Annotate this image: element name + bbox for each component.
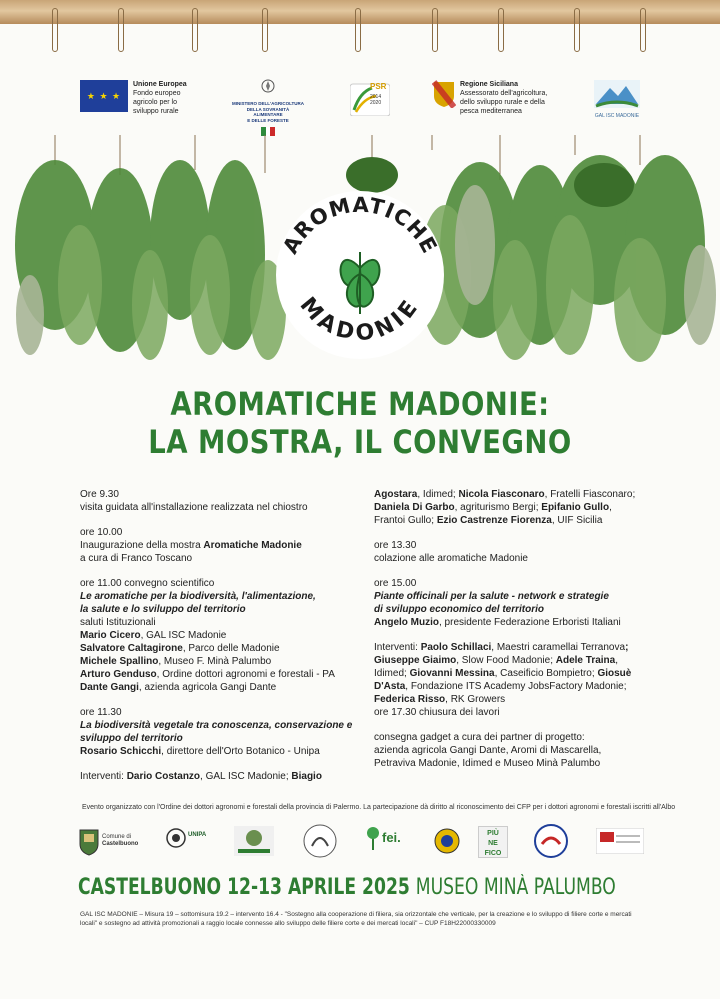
event-date-venue	[78, 875, 616, 900]
botanical-logo-icon	[234, 826, 274, 856]
interventions-line: Federica Risso, RK Growers	[374, 694, 506, 705]
speaker-line: Salvatore Caltagirone, Parco delle Madonie	[80, 643, 280, 654]
uif-logo-icon	[434, 828, 460, 854]
partner-logos	[78, 822, 648, 866]
gadget-line: azienda agricola Gangi Dante, Aromi di Mascarella,	[374, 745, 602, 756]
page-title-line-2: LA MOSTRA, IL CONVEGNO	[148, 423, 572, 461]
gadget-line: consegna gadget a cura dei partner di progetto:	[374, 732, 585, 743]
eu-flag-icon: ★ ★ ★	[80, 80, 128, 112]
time-1330-desc: colazione alle aromatiche Madonie	[374, 553, 528, 564]
topic-line: la salute e lo sviluppo del territorio	[80, 604, 246, 615]
interventions-line: Interventi: Paolo Schillaci, Maestri caramellai Terranova;	[374, 642, 629, 653]
italian-emblem-icon	[260, 78, 276, 96]
program-left-column	[80, 488, 370, 783]
time-1000-curator: a cura di Franco Toscano	[80, 553, 193, 564]
unipa-emblem-icon	[166, 828, 186, 848]
region-logo-text: Regione Siciliana Assessorato dell'agricoltura, dello sviluppo rurale e della pesca mediterranea	[460, 81, 548, 115]
time-930: Ore 9.30	[80, 489, 119, 500]
speaker-line: Mario Cicero, GAL ISC Madonie	[80, 630, 227, 641]
time-1500: ore 15.00	[374, 578, 417, 589]
speaker-line: Agostara, Idimed; Nicola Fiasconaro, Fratelli Fiasconaro;	[374, 489, 636, 500]
museum-logo-icon	[302, 824, 338, 858]
unipa-logo: UNIPA	[166, 828, 210, 858]
topic-line: sviluppo del territorio	[80, 733, 183, 744]
interventions-line: Giuseppe Giaimo, Slow Food Madonie; Adele Traina,	[374, 655, 618, 666]
topic-line: Le aromatiche per la biodiversità, l'alimentazione,	[80, 591, 316, 602]
piu-ne-fico-logo: PIÙ NE FICO	[478, 826, 508, 858]
interventions-line: D'Asta, Fondazione ITS Academy JobsFactory Madonie;	[374, 681, 627, 692]
speaker-line: Michele Spallino, Museo F. Minà Palumbo	[80, 656, 272, 667]
fei-plant-icon	[366, 826, 380, 850]
speaker-line: Angelo Muzio, presidente Federazione Erboristi Italiani	[374, 617, 621, 628]
eu-logo-text: Unione Europea Fondo europeo agricolo per lo sviluppo rurale	[133, 81, 187, 115]
speaker-line: Daniela Di Garbo, agriturismo Bergi; Epifanio Gullo,	[374, 502, 612, 513]
fei-logo: fei.	[366, 826, 412, 856]
speaker-line: Frantoi Gullo; Ezio Castrenze Fiorenza, UIF Sicilia	[374, 515, 603, 526]
time-1330: ore 13.30	[374, 540, 417, 551]
sicily-region-crest-icon	[432, 80, 456, 108]
time-1000: ore 10.00	[80, 527, 123, 538]
badge-top-word: AROMATICHE	[278, 192, 442, 258]
gadget-line: Petraviva Madonie, Idimed e Museo Minà Palumbo	[374, 758, 601, 769]
gal-logo: GAL ISC MADONIE	[594, 80, 640, 118]
mountain-icon	[594, 80, 640, 108]
topic-line: di sviluppo economico del territorio	[374, 604, 545, 615]
interventions-line: Interventi: Dario Costanzo, GAL ISC Madonie; Biagio	[80, 771, 322, 782]
topic-line: Piante officinali per la salute - network e strategie	[374, 591, 609, 602]
castelbuono-crest-icon	[78, 826, 100, 856]
time-930-desc: visita guidata all'installazione realizzata nel chiostro	[80, 502, 308, 513]
topic-line: La biodiversità vegetale tra conoscenza, conservazione e	[80, 720, 353, 731]
organizer-note: Evento organizzato con l'Ordine dei dottori agronomi e forestali della provincia di Palermo. La partecipazione dà diritto al riconoscimento dei CFP per i dottori agronomi e forestali iscritti all'Albo	[82, 804, 676, 811]
time-1130: ore 11.30	[80, 707, 122, 718]
aromatiche-madonie-badge	[250, 190, 470, 360]
time-1100: ore 11.00 convegno scientifico	[80, 578, 215, 589]
its-academy-logo-icon	[534, 824, 568, 858]
time-1000-desc: Inaugurazione della mostra Aromatiche Madonie	[80, 540, 302, 551]
badge-bottom-word: MADONIE	[294, 292, 426, 347]
closing-time: ore 17.30 chiusura dei lavori	[374, 707, 500, 718]
interventions-line: Idimed; Giovanni Messina, Caseificio Bompietro; Giosuè	[374, 668, 632, 679]
event-dates: CASTELBUONO 12-13 APRILE 2025	[78, 875, 416, 900]
agronomi-order-logo-icon	[596, 828, 644, 854]
page-title-line-1: AROMATICHE MADONIE:	[170, 385, 550, 423]
program-right-column	[374, 488, 664, 770]
speaker-line: Rosario Schicchi, direttore dell'Orto Botanico - Unipa	[80, 746, 320, 757]
funding-fine-print: GAL ISC MADONIE – Misura 19 – sottomisura 19.2 – intervento 16.4 - "Sostegno alla cooperazione di filiera, sia orizzontale che verticale, per la creazione e lo sviluppo di filiere corte e mercati locali" e sostegno ad attività promozionali a raggio locale connesse allo sviluppo delle filiere corte e dei mercati locali" – CUP F18H22000330009	[80, 911, 632, 927]
psr-logo: PSR 2014 2020	[350, 80, 390, 116]
speaker-line: Arturo Genduso, Ordine dottori agronomi e forestali - PA	[80, 669, 335, 680]
institutional-logos	[0, 78, 720, 130]
ministry-logo: MINISTERO DELL'AGRICOLTURA DELLA SOVRANITÀ ALIMENTARE E DELLE FORESTE	[232, 78, 304, 141]
comune-text: Comune di Castelbuono	[102, 834, 139, 847]
event-venue: MUSEO MINÀ PALUMBO	[415, 875, 616, 900]
greetings-label: saluti Istituzionali	[80, 617, 156, 628]
speaker-line: Dante Gangi, azienda agricola Gangi Dante	[80, 682, 277, 693]
